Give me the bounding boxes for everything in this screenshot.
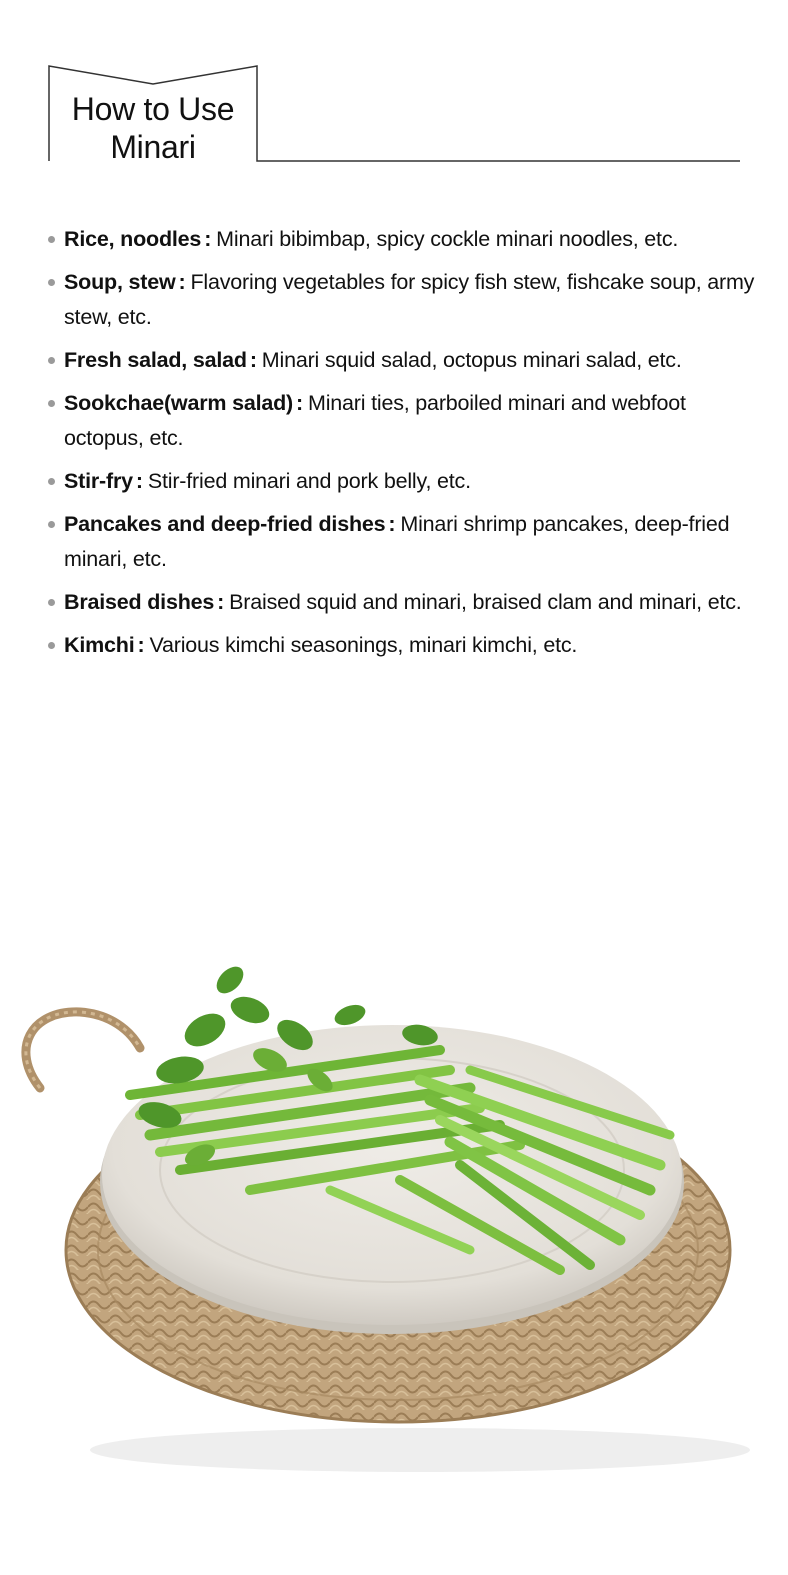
minari-plate-photo — [0, 920, 788, 1480]
item-description: Braised squid and minari, braised clam and minari, etc. — [229, 590, 742, 614]
bullet-icon — [48, 642, 55, 649]
list-item: Pancakes and deep-fried dishes : Minari shrimp pancakes, deep-fried minari, etc. — [48, 507, 758, 577]
item-description: Flavoring vegetables for spicy fish stew, fishcake soup, army stew, etc. — [64, 270, 755, 329]
bullet-icon — [48, 279, 55, 286]
usage-list — [48, 222, 758, 671]
bullet-icon — [48, 400, 55, 407]
bullet-icon — [48, 599, 55, 606]
bullet-icon — [48, 357, 55, 364]
page-title-line-2: Minari — [110, 129, 196, 165]
page-title-line-1: How to Use — [71, 91, 235, 127]
page-title — [48, 90, 258, 166]
bullet-icon — [48, 521, 55, 528]
item-term: Sookchae(warm salad) — [64, 391, 294, 415]
item-term: Braised dishes — [64, 590, 215, 614]
item-term: Kimchi — [64, 633, 135, 657]
list-item: Sookchae(warm salad) : Minari ties, parboiled minari and webfoot octopus, etc. — [48, 386, 758, 456]
list-item: Soup, stew : Flavoring vegetables for spicy fish stew, fishcake soup, army stew, etc. — [48, 265, 758, 335]
item-description: Minari squid salad, octopus minari salad, etc. — [261, 348, 682, 372]
item-term: Soup, stew — [64, 270, 176, 294]
list-item: Fresh salad, salad : Minari squid salad, octopus minari salad, etc. — [48, 343, 758, 378]
item-description: Various kimchi seasonings, minari kimchi, etc. — [149, 633, 578, 657]
list-item: Stir-fry : Stir-fried minari and pork belly, etc. — [48, 464, 758, 499]
item-term: Stir-fry — [64, 469, 133, 493]
bullet-icon — [48, 236, 55, 243]
item-description: Minari ties, parboiled minari and webfoot octopus, etc. — [64, 391, 686, 450]
item-description: Minari shrimp pancakes, deep-fried minari, etc. — [64, 512, 730, 571]
item-description: Minari bibimbap, spicy cockle minari noodles, etc. — [216, 227, 679, 251]
table-shadow — [90, 1428, 750, 1472]
list-item: Braised dishes : Braised squid and minari, braised clam and minari, etc. — [48, 585, 758, 620]
item-term: Pancakes and deep-fried dishes — [64, 512, 386, 536]
list-item: Rice, noodles : Minari bibimbap, spicy cockle minari noodles, etc. — [48, 222, 758, 257]
bullet-icon — [48, 478, 55, 485]
item-description: Stir-fried minari and pork belly, etc. — [147, 469, 471, 493]
item-term: Fresh salad, salad — [64, 348, 247, 372]
list-item: Kimchi : Various kimchi seasonings, minari kimchi, etc. — [48, 628, 758, 663]
item-term: Rice, noodles — [64, 227, 202, 251]
section-header — [48, 64, 742, 164]
